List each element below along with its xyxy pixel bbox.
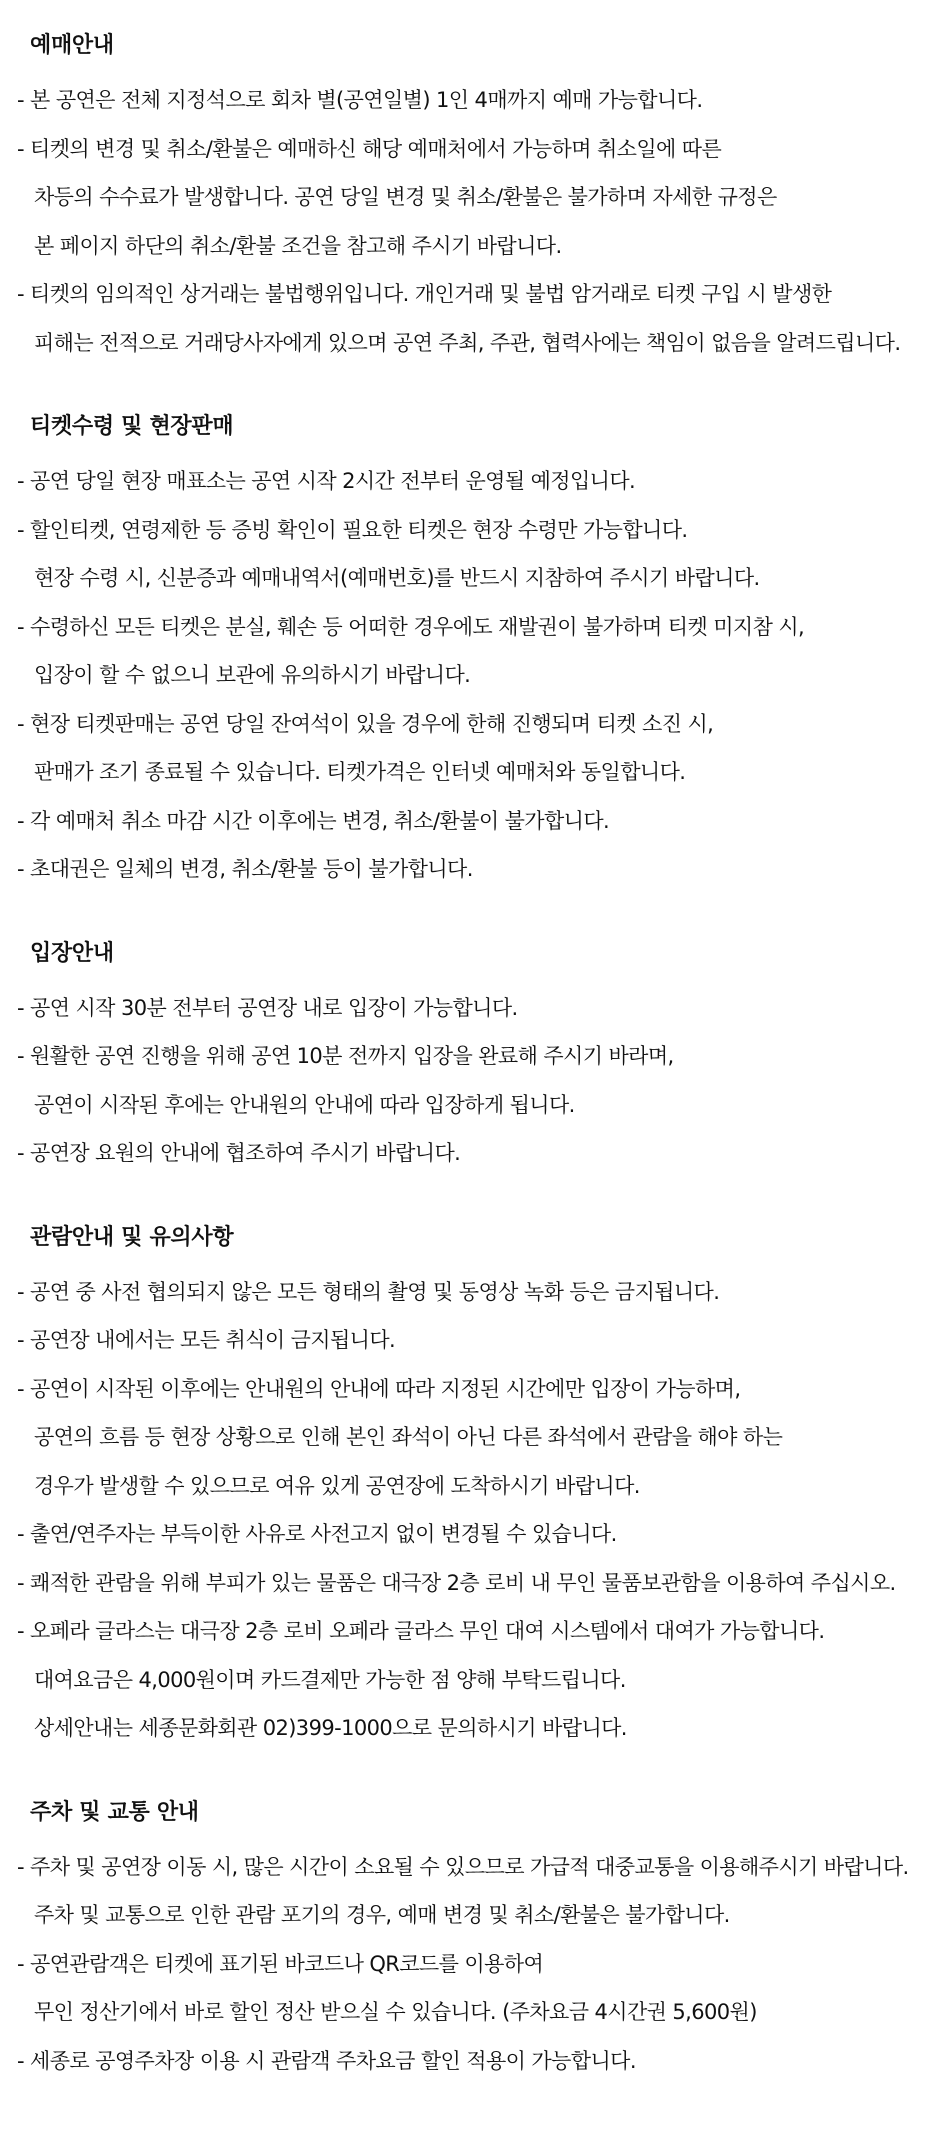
notice-line: - 공연장 내에서는 모든 취식이 금지됩니다. [17,1328,396,1352]
notice-line: 공연이 시작된 후에는 안내원의 안내에 따라 입장하게 됩니다. [34,1092,575,1117]
notice-item [0,1607,950,1753]
notice-line: - 티켓의 변경 및 취소/환불은 예매하신 해당 예매처에서 가능하며 취소일에 따른 [17,136,722,161]
notice-item [0,700,950,797]
notice-line: - 공연관람객은 티켓에 표기된 바코드나 QR코드를 이용하여 [17,1951,544,1976]
notice-item [0,797,950,846]
notice-section [0,411,950,894]
notice-line: 경우가 발생할 수 있으므로 여유 있게 공연장에 도착하시기 바랍니다. [34,1473,640,1498]
notice-item [0,1268,950,1317]
notice-item [0,1559,950,1608]
notice-line: - 쾌적한 관람을 위해 부피가 있는 물품은 대극장 2층 로비 내 무인 물품보관함을 이용하여 주십시오. [17,1570,896,1595]
notice-line: - 공연 당일 현장 매표소는 공연 시작 2시간 전부터 운영될 예정입니다. [17,469,636,493]
notice-item [0,603,950,700]
notice-section [0,1222,950,1753]
notice-line: - 할인티켓, 연령제한 등 증빙 확인이 필요한 티켓은 현장 수령만 가능합니다. [17,517,688,542]
notice-item [0,1032,950,1129]
section-title: 예매안내 [30,33,114,58]
notice-line: - 현장 티켓판매는 공연 당일 잔여석이 있을 경우에 한해 진행되며 티켓 소진 시, [17,711,714,736]
notice-line: 현장 수령 시, 신분증과 예매내역서(예매번호)를 반드시 지참하여 주시기 바랍니다. [34,566,760,590]
notice-line: - 주차 및 공연장 이동 시, 많은 시간이 소요될 수 있으므로 가급적 대중교통을 이용해주시기 바랍니다. [17,1854,909,1879]
notice-line: - 오페라 글라스는 대극장 2층 로비 오페라 글라스 무인 대여 시스템에서 대여가 가능합니다. [17,1619,825,1643]
notice-line: 상세안내는 세종문화회관 02)399-1000으로 문의하시기 바랍니다. [34,1716,627,1740]
notice-line: 본 페이지 하단의 취소/환불 조건을 참고해 주시기 바랍니다. [34,233,562,258]
notice-line: 주차 및 교통으로 인한 관람 포기의 경우, 예매 변경 및 취소/환불은 불가합니다. [34,1903,730,1927]
notice-sections [0,30,950,2085]
notice-item [0,845,950,894]
notice-line: - 세종로 공영주차장 이용 시 관람객 주차요금 할인 적용이 가능합니다. [17,2048,636,2073]
notice-item [0,1940,950,2037]
notice-item [0,76,950,125]
notice-section [0,30,950,367]
notice-line: 대여요금은 4,000원이며 카드결제만 가능한 점 양해 부탁드립니다. [34,1667,626,1692]
notice-item [0,270,950,367]
notice-line: - 본 공연은 전체 지정석으로 회차 별(공연일별) 1인 4매까지 예매 가능합니다. [17,88,703,112]
section-title: 주차 및 교통 안내 [30,1799,199,1825]
notice-line: - 각 예매처 취소 마감 시간 이후에는 변경, 취소/환불이 불가합니다. [17,808,610,833]
notice-item [0,125,950,271]
section-title: 입장안내 [30,940,114,966]
notice-line: 피해는 전적으로 거래당사자에게 있으며 공연 주최, 주관, 협력사에는 책임이 없음을 알려드립니다. [34,330,901,355]
notice-line: 입장이 할 수 없으니 보관에 유의하시기 바랍니다. [34,663,471,687]
notice-line: - 공연장 요원의 안내에 협조하여 주시기 바랍니다. [17,1141,461,1165]
notice-line: - 초대권은 일체의 변경, 취소/환불 등이 불가합니다. [17,857,473,881]
notice-line: - 공연 중 사전 협의되지 않은 모든 형태의 촬영 및 동영상 녹화 등은 금지됩니다. [17,1279,720,1304]
notice-item [0,506,950,603]
section-title: 티켓수령 및 현장판매 [30,414,234,439]
notice-item [0,457,950,506]
notice-line: 차등의 수수료가 발생합니다. 공연 당일 변경 및 취소/환불은 불가하며 자세한 규정은 [34,185,777,209]
notice-line: 무인 정산기에서 바로 할인 정산 받으실 수 있습니다. (주차요금 4시간권 5,600원) [34,2000,757,2024]
section-title: 관람안내 및 유의사항 [30,1224,234,1250]
notice-section [0,938,950,1178]
notice-item [0,1129,950,1178]
notice-item [0,2037,950,2086]
notice-line: 공연의 흐름 등 현장 상황으로 인해 본인 좌석이 아닌 다른 좌석에서 관람을 해야 하는 [34,1425,783,1449]
notice-item [0,1843,950,1940]
notice-line: - 출연/연주자는 부득이한 사유로 사전고지 없이 변경될 수 있습니다. [17,1522,617,1546]
notice-item [0,1365,950,1511]
notice-line: - 공연이 시작된 이후에는 안내원의 안내에 따라 지정된 시간에만 입장이 가능하며, [17,1376,741,1401]
notice-line: - 수령하신 모든 티켓은 분실, 훼손 등 어떠한 경우에도 재발권이 불가하며 티켓 미지참 시, [17,614,805,639]
notice-line: - 원활한 공연 진행을 위해 공연 10분 전까지 입장을 완료해 주시기 바라며, [17,1044,674,1068]
notice-item [0,1316,950,1365]
notice-line: - 티켓의 임의적인 상거래는 불법행위입니다. 개인거래 및 불법 암거래로 티켓 구입 시 발생한 [17,282,832,306]
notice-line: - 공연 시작 30분 전부터 공연장 내로 입장이 가능합니다. [17,995,518,1020]
notice-line: 판매가 조기 종료될 수 있습니다. 티켓가격은 인터넷 예매처와 동일합니다. [34,760,686,784]
notice-item [0,1510,950,1559]
notice-item [0,984,950,1033]
notice-section [0,1797,950,2086]
